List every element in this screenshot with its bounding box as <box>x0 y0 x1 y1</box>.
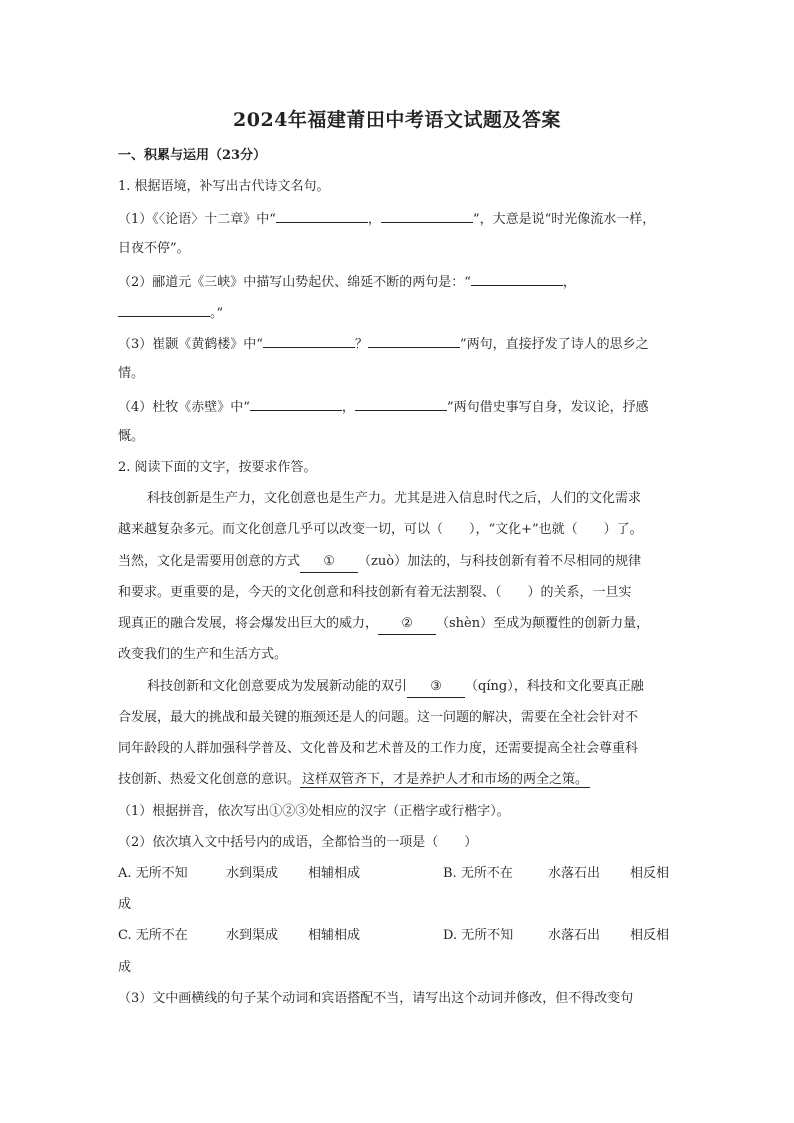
passage-line: 改变我们的生产和生活方式。 <box>118 647 288 662</box>
option-c-term-3: 相辅相成 <box>308 928 361 943</box>
option-d[interactable]: D. 无所不知 <box>443 928 514 943</box>
passage-line: 同年龄段的人群加强科学普及、文化普及和艺术普及的工作力度，还需要提高全社会尊重科 <box>118 741 639 756</box>
option-b[interactable]: B. 无所不在 <box>443 866 513 881</box>
answer-blank[interactable] <box>276 208 368 223</box>
option-d-term-2: 水落石出 <box>548 928 601 943</box>
option-d-term-3: 相反相 <box>630 928 670 943</box>
option-wrap: 成 <box>118 897 132 912</box>
option-a-term-2: 水到渠成 <box>226 866 279 881</box>
passage-line: 技创新、热爱文化创意的意识。 这样双管齐下，才是养护人才和市场的两全之策。 <box>118 772 589 787</box>
answer-blank[interactable] <box>355 396 447 411</box>
option-a-term-3: 相辅相成 <box>308 866 361 881</box>
sub-question-3: （3）文中画横线的句子某个动词和宾语搭配不当，请写出这个动词并修改，但不得改变句 <box>118 991 634 1006</box>
question-1-item-4: （4）杜牧《赤壁》中“ ， ”两句借史事写自身，发议论，抒感 <box>118 396 649 418</box>
answer-blank[interactable] <box>471 271 563 286</box>
question-1-item-2: （2）郦道元《三峡》中描写山势起伏、绵延不断的两句是：“ ， <box>118 271 576 293</box>
passage-line: 越来越复杂多元。而文化创意几乎可以改变一切，可以（ ），“文化+”也就（ ）了。 <box>118 522 643 537</box>
question-1-item-4-cont: 慨。 <box>118 429 145 444</box>
fill-mark-1[interactable]: ① <box>300 552 358 573</box>
option-b-term-3: 相反相 <box>630 866 670 881</box>
option-wrap: 成 <box>118 960 132 975</box>
passage-line: 科技创新和文化创意要成为发展新动能的双引 ③ （qíng），科技和文化要真正融 <box>147 677 644 698</box>
question-1-stem: 1. 根据语境，补写出古代诗文名句。 <box>118 179 330 194</box>
answer-blank[interactable] <box>368 333 460 348</box>
sub-question-2: （2）依次填入文中括号内的成语，全都恰当的一项是（ ） <box>118 835 478 850</box>
question-1-item-1-cont: 日夜不停”。 <box>118 241 190 256</box>
option-c[interactable]: C. 无所不在 <box>118 928 188 943</box>
section-heading: 一、积累与运用（23分） <box>118 148 267 163</box>
question-1-item-2-cont: 。” <box>118 302 223 324</box>
question-1-item-1: （1）《〈论语〉十二章》中“ ， ”，大意是说“时光像流水一样， <box>118 208 655 230</box>
passage-line: 合发展，最大的挑战和最关键的瓶颈还是人的问题。这一问题的解决，需要在全社会针对不 <box>118 710 639 725</box>
fill-mark-3[interactable]: ③ <box>407 677 465 698</box>
answer-blank[interactable] <box>118 302 210 317</box>
option-b-term-2: 水落石出 <box>548 866 601 881</box>
answer-blank[interactable] <box>263 333 355 348</box>
passage-line: 科技创新是生产力，文化创意也是生产力。尤其是进入信息时代之后，人们的文化需求 <box>147 491 642 506</box>
underlined-sentence: 这样双管齐下，才是养护人才和市场的两全之策。 <box>302 772 589 787</box>
sub-question-1: （1）根据拼音，依次写出①②③处相应的汉字（正楷字或行楷字）。 <box>118 804 510 819</box>
option-a[interactable]: A. 无所不知 <box>118 866 188 881</box>
page-title: 2024年福建莆田中考语文试题及答案 <box>233 109 561 131</box>
answer-blank[interactable] <box>381 208 473 223</box>
option-c-term-2: 水到渠成 <box>226 928 279 943</box>
question-1-item-3: （3）崔颢《黄鹤楼》中“ ？ ”两句，直接抒发了诗人的思乡之 <box>118 333 649 355</box>
answer-blank[interactable] <box>250 396 342 411</box>
fill-mark-2[interactable]: ② <box>378 614 436 635</box>
question-2-stem: 2. 阅读下面的文字，按要求作答。 <box>118 460 317 475</box>
passage-line: 和要求。更重要的是，今天的文化创意和科技创新有着无法割裂、（ ）的关系，一旦实 <box>118 585 632 600</box>
passage-line: 当然，文化是需要用创意的方式 ① （zuò）加法的，与科技创新有着不尽相同的规律 <box>118 552 641 573</box>
question-1-item-3-cont: 情。 <box>118 366 145 381</box>
passage-line: 现真正的融合发展，将会爆发出巨大的威力， ② （shèn）至成为颠覆性的创新力量， <box>118 614 649 635</box>
